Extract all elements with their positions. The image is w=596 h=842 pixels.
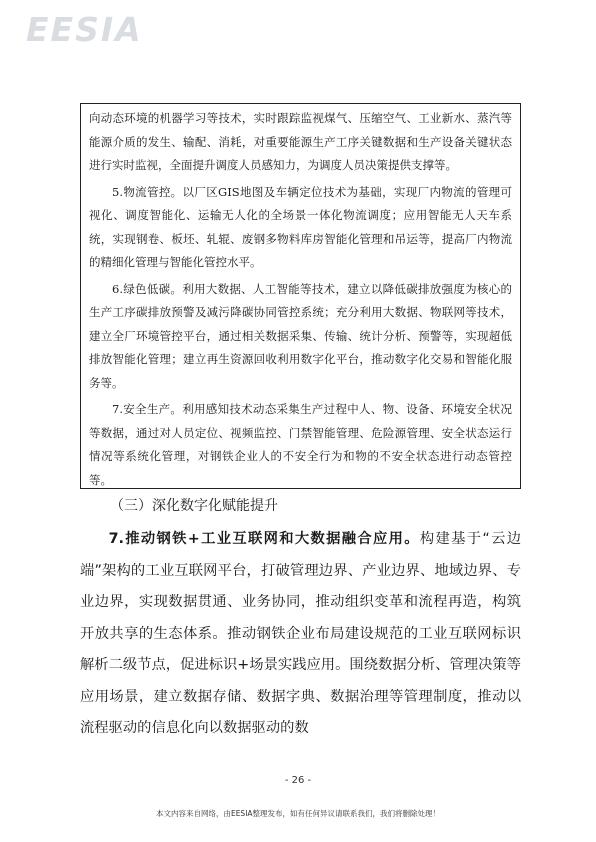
page-number: - 26 - [284, 775, 312, 786]
footer-disclaimer: 本文内容来自网络，由EESIA整理发布，如有任何异议请联系我们，我们将删除处理！ [155, 809, 441, 818]
box-paragraph-green-low-carbon: 6.绿色低碳。利用大数据、人工智能等技术，建立以降低碳排放强度为核心的生产工序碳排放预警及减污降碳协同管控系统；充分利用大数据、物联网等技术，建立全厂环境管控平台，通过相关数据采集、传输、统计分析、预警等，实现超低排放智能化管理；建立再生资源回收利用数字化平台，推动数字化交易和智能化服务等。 [89, 281, 512, 390]
box-paragraph-continued: 向动态环境的机器学习等技术，实时跟踪监视煤气、压缩空气、工业新水、蒸汽等能源介质的发生、输配、消耗，对重要能源生产工序关键数据和生产设备关键状态进行实时监视，全面提升调度人员感知力，为调度人员决策提供支撑等。 [89, 111, 512, 172]
content-box [80, 103, 521, 489]
body-paragraph-lead: 7.推动钢铁+工业互联网和大数据融合应用。 [108, 531, 420, 547]
section-heading: （三）深化数字化赋能提升 [110, 498, 278, 514]
eesia-logo: EESIA [26, 10, 143, 49]
body-paragraph [80, 524, 521, 745]
box-paragraph-logistics: 5.物流管控。以厂区GIS地图及车辆定位技术为基础，实现厂内物流的管理可视化、调度智能化、运输无人化的全场景一体化物流调度；应用智能无人天车系统，实现钢卷、板坯、轧辊、废钢多物料库房智能化管理和吊运等，提高厂内物流的精细化管理与智能化管控水平。 [89, 184, 512, 269]
box-paragraph-safety: 7.安全生产。利用感知技术动态采集生产过程中人、物、设备、环境安全状况等数据，通过对人员定位、视频监控、门禁智能管理、危险源管理、安全状态运行情况等系统化管理，对钢铁企业人的不安全行为和物的不安全状态进行动态管控等。 [89, 402, 512, 487]
body-paragraph-text: 构建基于“云边端”架构的工业互联网平台，打破管理边界、产业边界、地域边界、专业边界，实现数据贯通、业务协同，推动组织变革和流程再造，构筑开放共享的生态体系。推动钢铁企业布局建设规范的工业互联网标识解析二级节点，促进标识+场景实践应用。围绕数据分析、管理决策等应用场景，建立数据存储、数据字典、数据治理等管理制度，推动以流程驱动的信息化向以数据驱动的数 [80, 531, 522, 736]
